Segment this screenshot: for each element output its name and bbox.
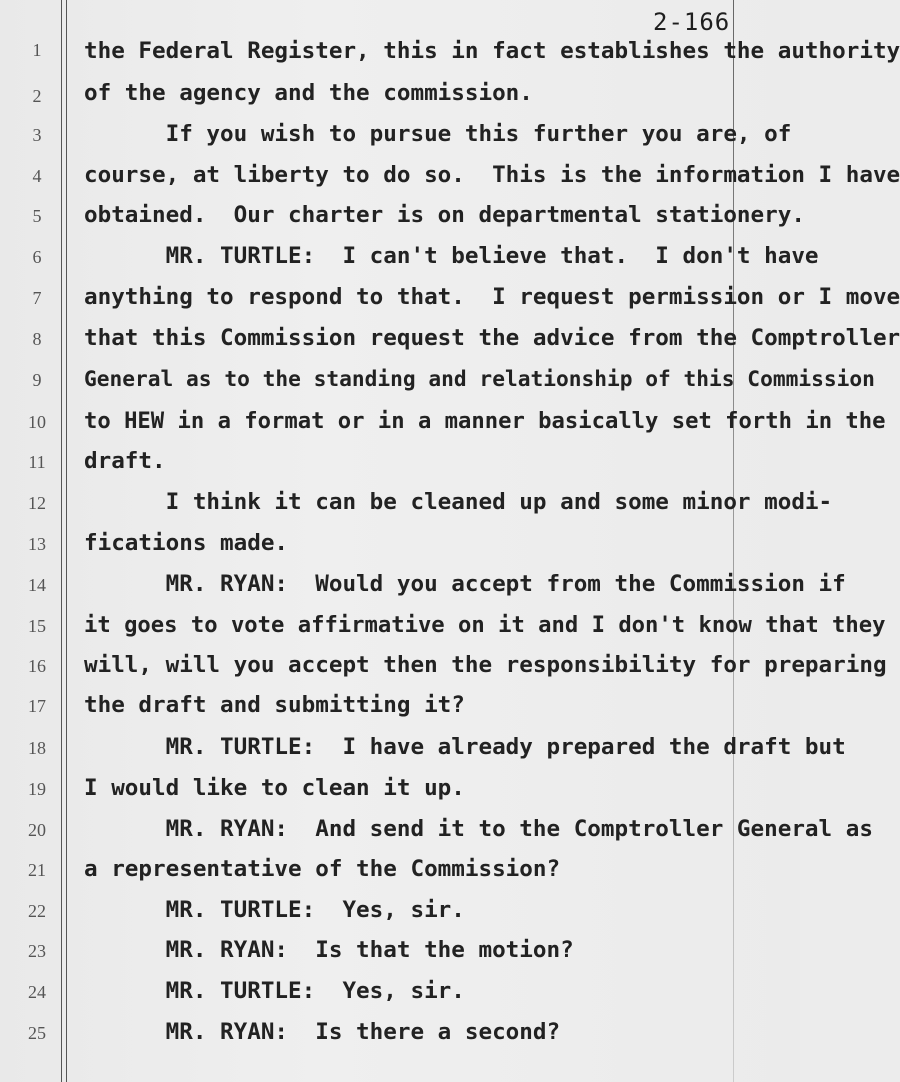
line-number: 20: [28, 820, 46, 840]
line-number: 3: [32, 125, 42, 145]
line-number: 18: [28, 738, 46, 758]
line-number: 9: [32, 370, 42, 390]
transcript-line: MR. RYAN: Is that the motion?: [84, 937, 574, 963]
line-number: 1: [32, 40, 42, 60]
transcript-line: I think it can be cleaned up and some minor modi-: [84, 489, 833, 515]
transcript-line: MR. TURTLE: Yes, sir.: [84, 978, 465, 1004]
transcript-line: will, will you accept then the responsibility for preparing: [84, 652, 887, 678]
transcript-line: the Federal Register, this in fact establishes the authority: [84, 38, 900, 64]
transcript-line: a representative of the Commission?: [84, 856, 561, 882]
line-number: 10: [28, 412, 46, 432]
line-number: 21: [28, 860, 46, 880]
transcript-line: of the agency and the commission.: [84, 80, 533, 106]
transcript-line: MR. TURTLE: I have already prepared the draft but: [84, 734, 846, 760]
line-number: 17: [28, 696, 46, 716]
line-number: 19: [28, 779, 46, 799]
transcript-line: the draft and submitting it?: [84, 692, 465, 718]
line-number: 14: [28, 575, 46, 595]
transcript-line: it goes to vote affirmative on it and I don't know that they: [84, 612, 886, 638]
line-number: 6: [32, 247, 42, 267]
line-number: 7: [32, 288, 42, 308]
transcript-line: obtained. Our charter is on departmental stationery.: [84, 202, 805, 228]
line-number: 12: [28, 493, 46, 513]
transcript-line: MR. TURTLE: Yes, sir.: [84, 897, 465, 923]
page-number: 2-166: [653, 8, 731, 36]
transcript-line: anything to respond to that. I request permission or I move: [84, 284, 900, 310]
line-number: 25: [28, 1023, 46, 1043]
left-margin-rule-inner: [66, 0, 67, 1082]
line-number: 24: [28, 982, 46, 1002]
line-number: 4: [32, 166, 42, 186]
line-number: 13: [28, 534, 46, 554]
transcript-line: that this Commission request the advice from the Comptroller: [84, 325, 900, 351]
transcript-line: MR. TURTLE: I can't believe that. I don't have: [84, 243, 819, 269]
transcript-line: draft.: [84, 448, 166, 474]
left-margin-rule: [61, 0, 62, 1082]
transcript-line: MR. RYAN: Would you accept from the Commission if: [84, 571, 846, 597]
transcript-line: If you wish to pursue this further you are, of: [84, 121, 792, 147]
transcript-line: course, at liberty to do so. This is the information I have: [84, 162, 900, 188]
transcript-line: MR. RYAN: Is there a second?: [84, 1019, 561, 1045]
transcript-line: to HEW in a format or in a manner basically set forth in the: [84, 408, 886, 434]
line-number: 15: [28, 616, 46, 636]
line-number: 16: [28, 656, 46, 676]
line-number: 2: [32, 86, 42, 106]
line-number: 5: [32, 206, 42, 226]
line-number: 23: [28, 941, 46, 961]
transcript-line: fications made.: [84, 530, 289, 556]
line-number: 8: [32, 329, 42, 349]
transcript-line: General as to the standing and relationship of this Commission: [84, 366, 875, 391]
transcript-line: MR. RYAN: And send it to the Comptroller General as: [84, 816, 873, 842]
transcript-line: I would like to clean it up.: [84, 775, 465, 801]
line-number: 22: [28, 901, 46, 921]
line-number: 11: [28, 452, 46, 472]
